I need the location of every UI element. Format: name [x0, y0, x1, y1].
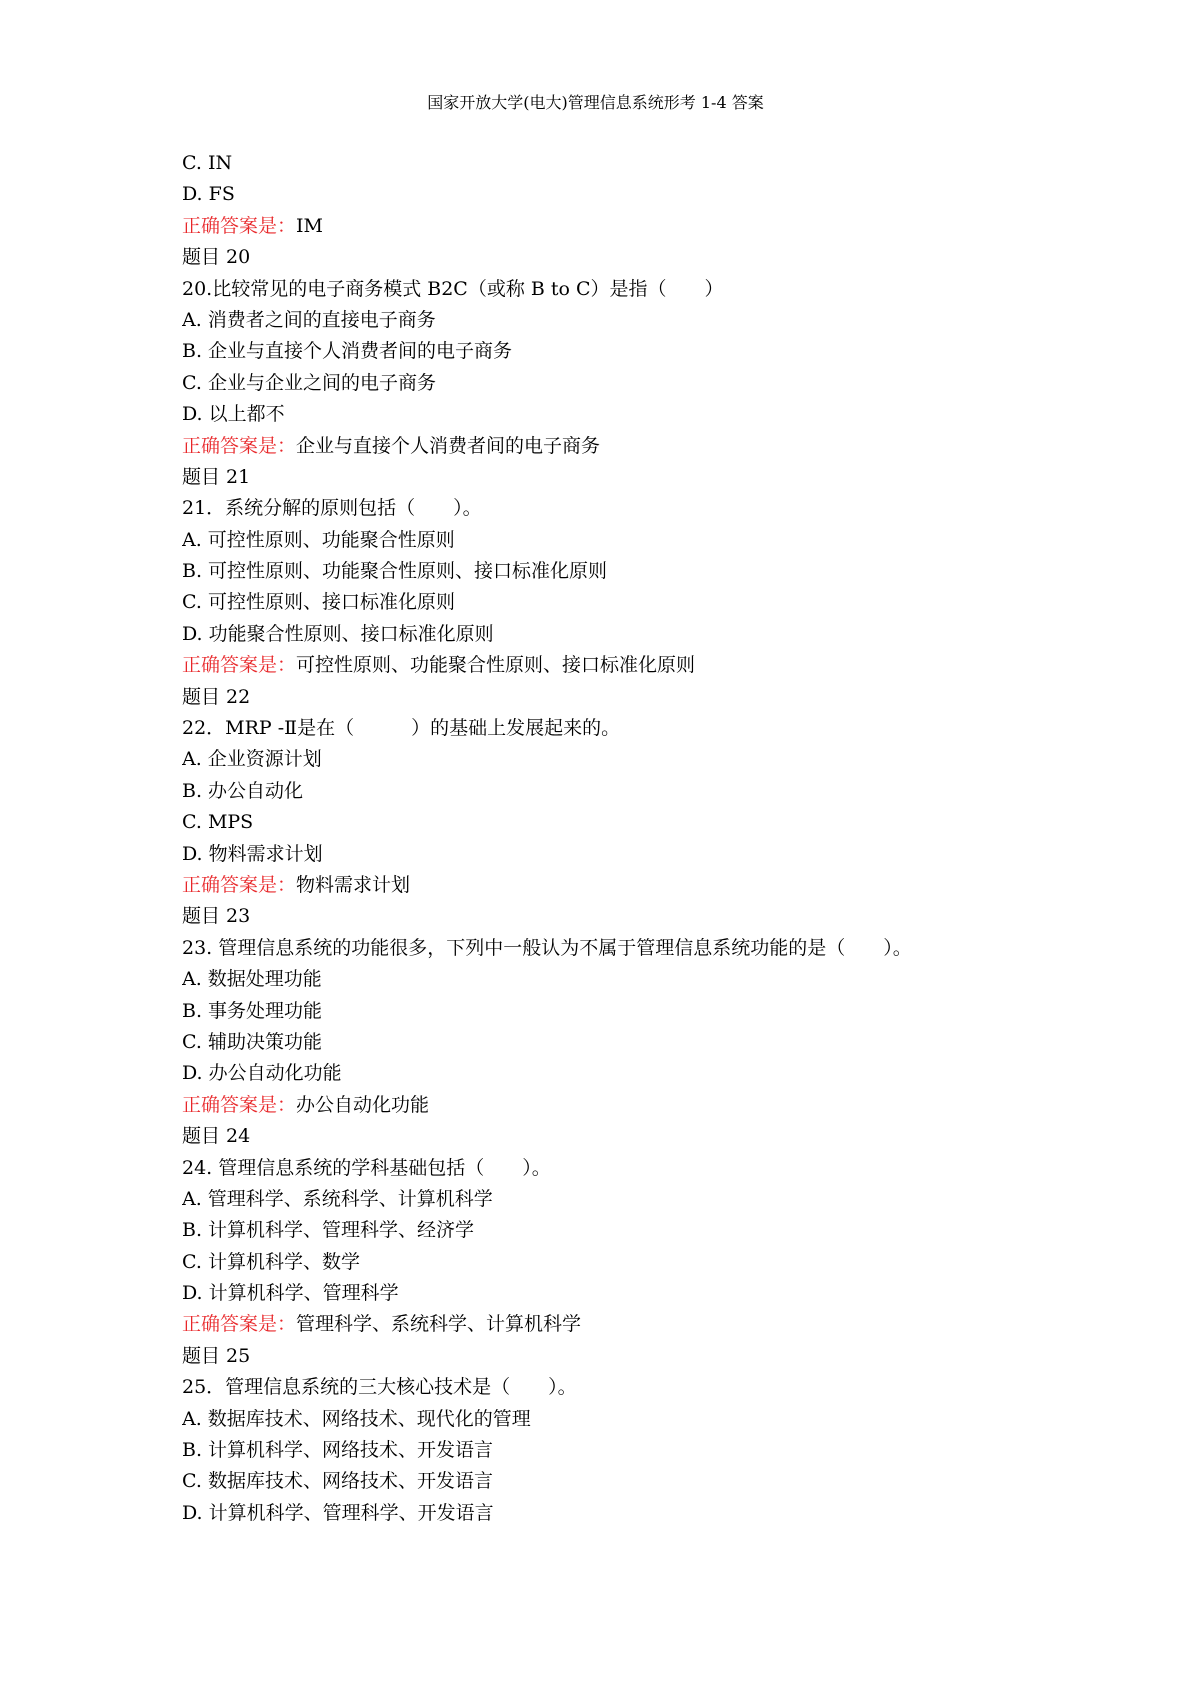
question-number: 题目 22 [182, 685, 251, 708]
question-number: 题目 23 [182, 905, 251, 928]
question-number: 题目 20 [182, 246, 251, 269]
question-stem: 21．系统分解的原则包括（ ）。 [182, 497, 482, 520]
question-number: 题目 25 [182, 1344, 251, 1367]
option-line: D. 以上都不 [182, 403, 285, 426]
option-line: A. 消费者之间的直接电子商务 [182, 308, 436, 331]
correct-answer-line [182, 1090, 1102, 1121]
question-number: 题目 21 [182, 465, 251, 488]
option-line: C. 辅助决策功能 [182, 1030, 322, 1053]
answer-label: 正确答案是： [182, 1313, 297, 1336]
answer-value: 办公自动化功能 [296, 1093, 430, 1116]
option-line: B. 办公自动化 [182, 779, 304, 802]
question-stem: 22．MRP -Ⅱ是在（ ）的基础上发展起来的。 [182, 717, 621, 740]
correct-answer-line [182, 650, 1102, 681]
correct-answer-line [182, 1309, 1102, 1340]
option-line: A. 可控性原则、功能聚合性原则 [182, 528, 455, 551]
option-line: A. 管理科学、系统科学、计算机科学 [182, 1187, 493, 1210]
option-line: C. IN [182, 152, 233, 174]
option-line: C. 企业与企业之间的电子商务 [182, 371, 436, 394]
option-line: B. 可控性原则、功能聚合性原则、接口标准化原则 [182, 560, 608, 583]
question-stem: 23. 管理信息系统的功能很多，下列中一般认为不属于管理信息系统功能的是（ ）。 [182, 936, 912, 959]
option-line: A. 企业资源计划 [182, 748, 322, 771]
answer-label: 正确答案是： [182, 214, 297, 237]
answer-value: 管理科学、系统科学、计算机科学 [296, 1313, 582, 1336]
option-line: B. 企业与直接个人消费者间的电子商务 [182, 340, 513, 363]
option-line: B. 计算机科学、管理科学、经济学 [182, 1219, 475, 1242]
option-line: C. 数据库技术、网络技术、开发语言 [182, 1470, 493, 1493]
answer-label: 正确答案是： [182, 1093, 297, 1116]
option-line: A. 数据处理功能 [182, 968, 322, 991]
question-stem: 25．管理信息系统的三大核心技术是（ ）。 [182, 1376, 577, 1399]
option-line: C. MPS [182, 811, 254, 834]
answer-value: IM [296, 214, 323, 237]
answer-value: 可控性原则、功能聚合性原则、接口标准化原则 [296, 654, 696, 677]
question-stem: 20.比较常见的电子商务模式 B2C（或称 B to C）是指（ ） [182, 277, 724, 300]
answer-label: 正确答案是： [182, 434, 297, 457]
option-line: D. 物料需求计划 [182, 842, 323, 865]
question-stem: 24. 管理信息系统的学科基础包括（ ）。 [182, 1156, 551, 1179]
page-header-title: 国家开放大学(电大)管理信息系统形考 1-4 答案 [427, 93, 764, 112]
option-line: C. 计算机科学、数学 [182, 1250, 360, 1273]
option-line: B. 计算机科学、网络技术、开发语言 [182, 1439, 494, 1462]
question-number: 题目 24 [182, 1125, 251, 1148]
answer-value: 物料需求计划 [296, 873, 411, 896]
option-line: B. 事务处理功能 [182, 999, 323, 1022]
correct-answer-line [182, 431, 1102, 462]
option-line: D. 功能聚合性原则、接口标准化原则 [182, 622, 494, 645]
option-line: D. 办公自动化功能 [182, 1062, 342, 1085]
correct-answer-line [182, 870, 1102, 901]
document-body [182, 148, 1102, 1529]
answer-label: 正确答案是： [182, 873, 297, 896]
answer-value: 企业与直接个人消费者间的电子商务 [296, 434, 601, 457]
option-line: A. 数据库技术、网络技术、现代化的管理 [182, 1407, 531, 1430]
option-line: D. 计算机科学、管理科学 [182, 1282, 399, 1305]
option-line: C. 可控性原则、接口标准化原则 [182, 591, 455, 614]
answer-label: 正确答案是： [182, 654, 297, 677]
correct-answer-line [182, 211, 1102, 242]
option-line: D. FS [182, 183, 235, 206]
option-line: D. 计算机科学、管理科学、开发语言 [182, 1501, 494, 1524]
